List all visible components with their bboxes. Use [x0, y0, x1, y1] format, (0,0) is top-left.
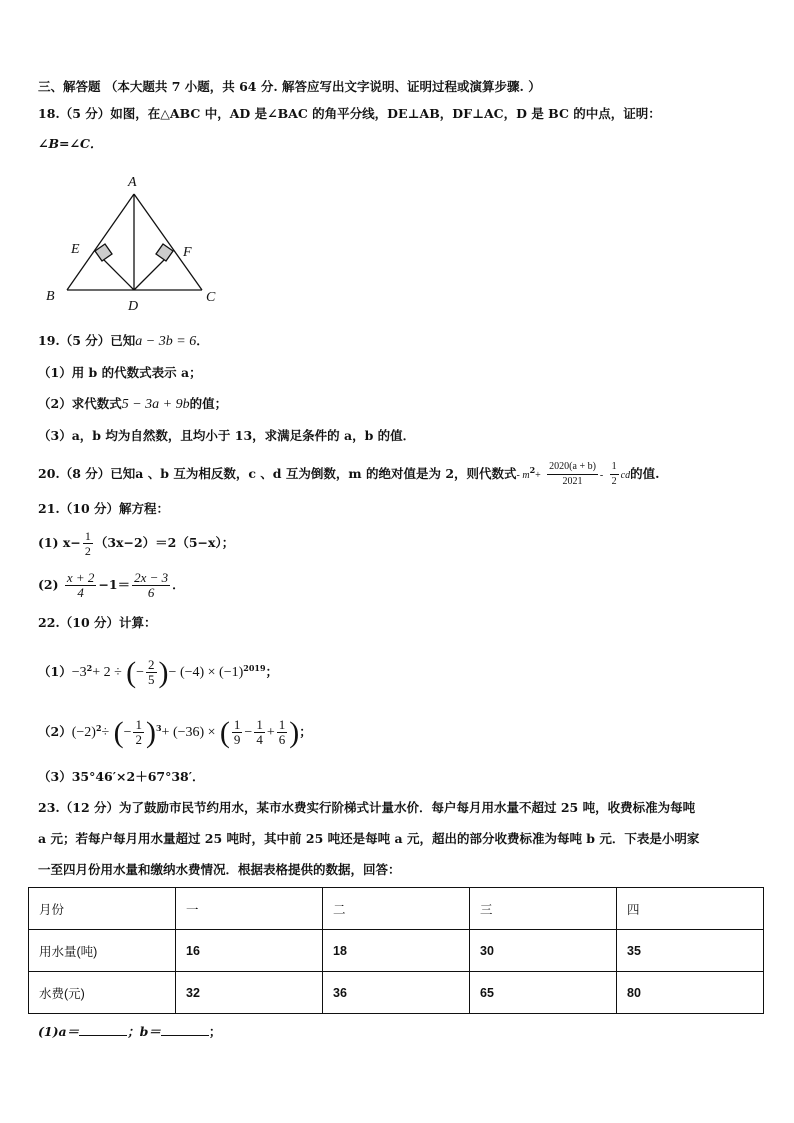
- q19-suffix: ．: [196, 333, 209, 348]
- answer-a-blank[interactable]: [79, 1023, 127, 1036]
- q21-part2: (2) $\frac{x + 2}{4}$ −1＝ $\frac{2x - 3}{6}$ ．: [38, 570, 185, 600]
- table-header-cell: 四: [617, 888, 764, 930]
- label-A: A: [128, 175, 137, 190]
- q20-m: - m: [516, 470, 530, 482]
- q19-part2-prefix: （2）求代数式: [38, 396, 122, 411]
- q23-answer-line: (1)a＝ ；b＝ ；: [38, 1024, 222, 1039]
- table-row: [29, 972, 764, 1014]
- table-header-cell: 二: [323, 888, 470, 930]
- table-header-cell: 一: [176, 888, 323, 930]
- table-cell: 32: [176, 972, 323, 1014]
- q20-line: 20.（8 分）已知a 、b 互为相反数，c 、d 互为倒数，m 的绝对值是为 2，则代数式- $m^2+$ $\frac{2020(a + b)}{2021}$ - $\frac{1}{2}$ cd的值.: [38, 461, 660, 488]
- table-cell: 80: [617, 972, 764, 1014]
- q18-line2: ∠B=∠C．: [38, 136, 103, 151]
- q19-line1: [38, 332, 209, 351]
- q21-title: 21.（10 分）解方程：: [38, 501, 169, 516]
- table-cell: 水费(元): [29, 972, 176, 1014]
- table-cell: 16: [176, 930, 323, 972]
- q20-cd: cd: [620, 470, 631, 482]
- triangle-figure: [40, 170, 240, 315]
- table-cell: 36: [323, 972, 470, 1014]
- q23-line1: 23.（12 分）为了鼓励市民节约用水，某市水费实行阶梯式计量水价．每户每月用水量不超过 25 吨，收费标准为每吨: [38, 800, 696, 815]
- table-cell: 用水量(吨): [29, 930, 176, 972]
- q23-line3: 一至四月份用水量和缴纳水费情况．根据表格提供的数据，回答：: [38, 862, 401, 877]
- q20-text: a 、b 互为相反数，c 、d 互为倒数，m 的绝对值是为 2，则代数式: [135, 466, 517, 482]
- q19-condition: a − 3b = 6: [135, 334, 197, 349]
- q20-fraction: $\frac{2020(a + b)}{2021}$: [549, 461, 596, 488]
- q22-part3: （3）35°46′×2＋67°38′．: [38, 769, 205, 784]
- answer-a-label: (1)a＝: [38, 1024, 80, 1039]
- q19-part2-expr: 5 − 3a + 9b: [121, 397, 190, 412]
- label-E: E: [71, 242, 80, 257]
- section-header: 三、解答题 （本大题共 7 小题，共 64 分. 解答应写出文字说明、证明过程或演算步骤. ）: [38, 79, 541, 94]
- q19-prefix: 19.（5 分）已知: [38, 333, 136, 348]
- table-header-cell: 月份: [29, 888, 176, 930]
- q22-title: 22.（10 分）计算：: [38, 615, 157, 630]
- answer-b-label: ；b＝: [127, 1024, 161, 1039]
- label-B: B: [46, 289, 55, 304]
- q19-part2-suffix: 的值；: [189, 396, 228, 411]
- q19-part3: （3）a，b 均为自然数，且均小于 13，求满足条件的 a，b 的值．: [38, 428, 416, 443]
- label-D: D: [128, 299, 139, 314]
- table-cell: 18: [323, 930, 470, 972]
- q20-half: $\frac{1}{2}$: [611, 461, 617, 488]
- table-header-cell: 三: [470, 888, 617, 930]
- table-cell: 30: [470, 930, 617, 972]
- q19-part1: （1）用 b 的代数式表示 a；: [38, 365, 202, 380]
- answer-b-blank[interactable]: [161, 1023, 209, 1036]
- table-row: [29, 930, 764, 972]
- q20-suffix: 的值.: [630, 466, 660, 482]
- q18-line1: 18.（5 分）如图，在△ABC 中，AD 是∠BAC 的角平分线，DE⊥AB，DF⊥AC，D 是 BC 的中点，证明：: [38, 106, 661, 121]
- q22-part2: $(2)(-2)^2\div$ (− $\frac{1}{2}$ )$^3$+ (−36) × ( $\frac{1}{9}$ − $\frac{1}{4}$ + $\frac{1}{6}$ )；: [38, 715, 312, 749]
- q19-part2: [38, 395, 227, 414]
- label-F: F: [183, 245, 192, 260]
- q20-prefix: 20.（8 分）已知: [38, 466, 136, 482]
- q22-part1: $(1)-3^2+ 2$ ÷ (− $\frac{2}{5}$ )− $(-4) \times (-1)^{2019}$；: [38, 655, 279, 689]
- label-C: C: [206, 290, 216, 305]
- water-fee-table: [28, 887, 764, 1014]
- table-header-row: [29, 888, 764, 930]
- q23-line2: a 元；若每户每月用水量超过 25 吨时，其中前 25 吨还是每吨 a 元，超出的部分收费标准为每吨 b 元．下表是小明家: [38, 831, 700, 846]
- table-cell: 65: [470, 972, 617, 1014]
- q21-part1: (1) x− $\frac{1}{2}$ （3x−2）＝2（5−x）；: [38, 529, 235, 558]
- table-cell: 35: [617, 930, 764, 972]
